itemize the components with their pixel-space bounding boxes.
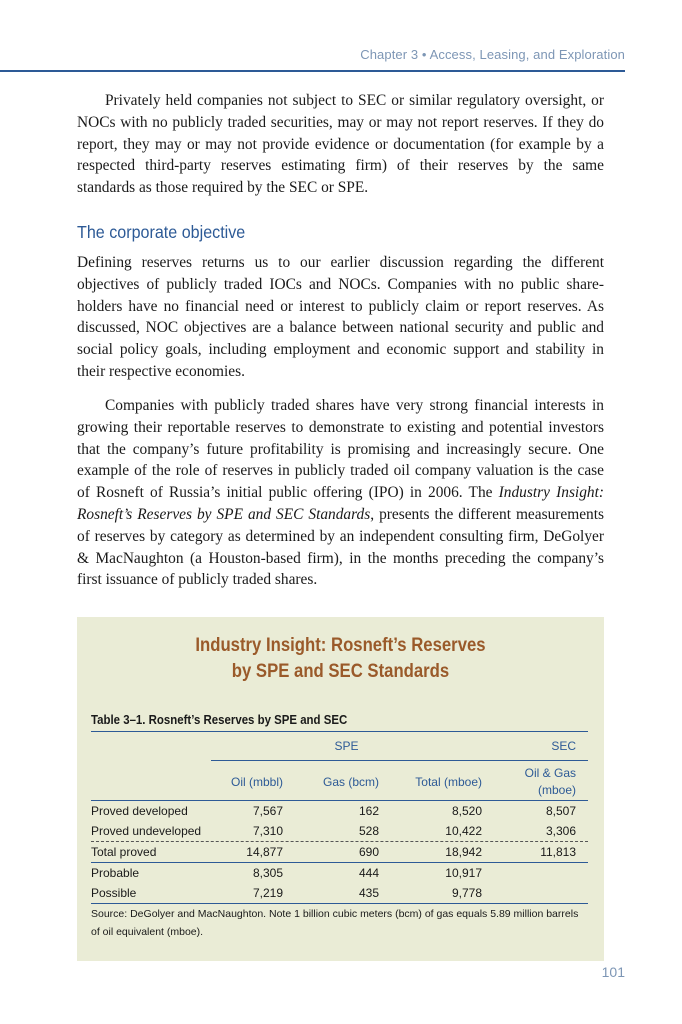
cell-total: 10,422 <box>445 824 482 838</box>
cell-total: 9,778 <box>451 886 482 900</box>
paragraph-text-after: , presents the different measurements of reserves by category as determined by an independent consulting firm, DeGolyer & MacNaughton (a Houston-based firm), in the months preceding the company’s first issuance of publicly traded shares. <box>77 505 604 589</box>
table-group-header <box>91 731 588 760</box>
industry-insight-box <box>77 617 604 961</box>
col-header-sec-line2: (mboe) <box>537 783 576 797</box>
table-row <box>91 800 588 821</box>
paragraph-text-before: Companies with publicly traded shares have very strong financial interests in growing their reportable reserves to demonstrate to existing and potential investors that the company’s future profitability is promising and increasingly secure. One example of the role of reserves in publicly traded oil company valuation is the case of Rosneft of Russia’s initial public offering (IPO) in 2006. The <box>77 397 604 502</box>
group-header-spe: SPE <box>334 739 359 753</box>
cell-oil: 7,567 <box>252 804 283 818</box>
running-head: Chapter 3 • Access, Leasing, and Exploration <box>360 47 625 62</box>
cell-gas: 690 <box>358 845 379 859</box>
col-header-oil: Oil (mbbl) <box>230 775 283 789</box>
header-rule <box>0 70 625 72</box>
cell-gas: 162 <box>358 804 379 818</box>
insight-title <box>77 633 604 685</box>
col-header-total: Total (mboe) <box>415 775 482 789</box>
cell-gas: 444 <box>358 866 379 880</box>
row-label: Total proved <box>91 845 157 859</box>
table-row <box>91 862 588 883</box>
col-header-sec <box>482 765 576 799</box>
paragraph-defining-reserves: Defining reserves returns us to our earlier discussion regarding the different objectives of publicly traded IOCs and NOCs. Companies with no public shareholders have no financial need or interest to publicly claim or report reserves. As discussed, NOC objectives are a balance between national security and public and social policy goals, including employment and economic support and stability in their respective economies. <box>77 254 604 380</box>
col-header-sec-line1: Oil & Gas <box>524 766 576 780</box>
cell-sec: 8,507 <box>545 804 576 818</box>
table-column-header <box>211 760 588 800</box>
cell-gas: 435 <box>358 886 379 900</box>
cell-total: 8,520 <box>451 804 482 818</box>
cell-gas: 528 <box>358 824 379 838</box>
cell-sec: 11,813 <box>540 845 576 859</box>
row-label: Proved developed <box>91 804 188 818</box>
cell-total: 18,942 <box>445 845 482 859</box>
section-heading: The corporate objective <box>77 222 246 242</box>
cell-oil: 7,219 <box>252 886 283 900</box>
insight-title-line2: by SPE and SEC Standards <box>231 661 450 682</box>
insight-title-line1: Industry Insight: Rosneft’s Reserves <box>195 635 486 656</box>
cell-sec: 3,306 <box>545 824 576 838</box>
row-label: Probable <box>91 866 140 880</box>
reserves-table <box>91 731 588 904</box>
table-caption: Table 3–1. Rosneft’s Reserves by SPE and SEC <box>91 712 348 727</box>
cell-oil: 7,310 <box>252 824 283 838</box>
group-header-sec: SEC <box>551 739 576 753</box>
cell-oil: 8,305 <box>252 866 283 880</box>
table-row-total <box>91 841 588 862</box>
table-row <box>91 821 588 841</box>
row-label: Possible <box>91 886 137 900</box>
page-number: 101 <box>601 964 625 980</box>
cell-total: 10,917 <box>445 866 482 880</box>
row-label: Proved undeveloped <box>91 824 202 838</box>
paragraph-public-companies <box>77 395 604 591</box>
cell-oil: 14,877 <box>246 845 283 859</box>
col-header-gas: Gas (bcm) <box>322 775 379 789</box>
table-source-note: Source: DeGolyer and MacNaughton. Note 1 billion cubic meters (bcm) of gas equals 5.89 million barrels of oil equivalent (mboe). <box>91 908 579 938</box>
table-row <box>91 883 588 904</box>
insight-reference: Industry Insight: Rosneft’s Reserves by SPE and SEC Standards <box>77 484 604 523</box>
paragraph-private-companies: Privately held companies not subject to SEC or similar regulatory oversight, or NOCs with no publicly traded securities, may or may not report reserves. If they do report, they may or may not provide evidence or documentation (for example by a respected third-party reserves estimating firm) of their reserves by the same standards as those required by the SEC or SPE. <box>77 92 604 197</box>
